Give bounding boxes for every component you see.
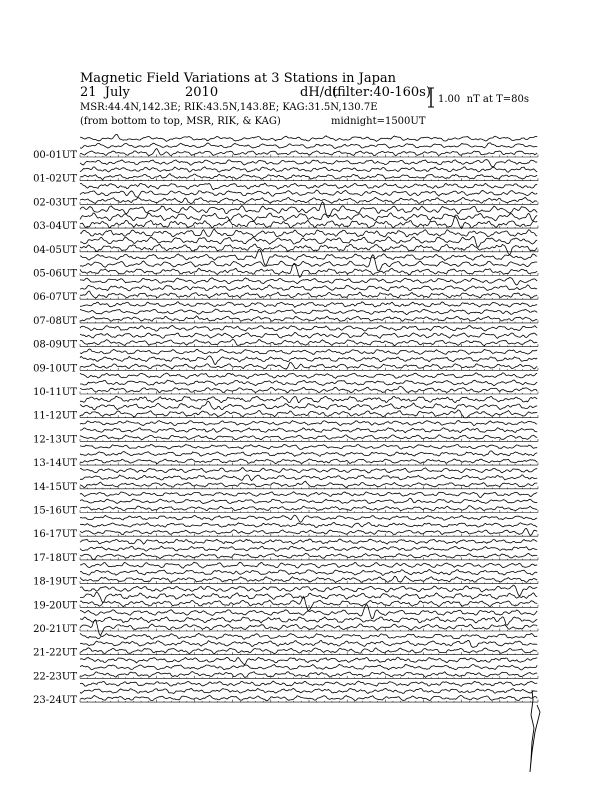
hour-row <box>33 229 538 256</box>
trace-msr <box>80 244 537 255</box>
trace-msr <box>80 149 537 156</box>
trace-kag <box>80 492 537 498</box>
trace-msr <box>80 435 537 440</box>
hour-label: 03-04UT <box>33 221 77 233</box>
trace-kag <box>80 278 537 286</box>
trace-kag <box>80 539 537 544</box>
trace-msr <box>80 386 537 392</box>
hour-row <box>33 160 538 185</box>
hour-label: 16-17UT <box>33 529 77 541</box>
hour-row <box>33 515 538 540</box>
trace-msr <box>80 528 537 535</box>
trace-kag <box>80 681 537 686</box>
trace-kag <box>80 349 537 354</box>
trace-kag <box>80 134 537 141</box>
scale-bar <box>428 88 434 107</box>
trace-msr <box>80 597 537 611</box>
hour-label: 18-19UT <box>33 576 77 588</box>
trace-rik <box>80 190 537 197</box>
hour-label: 07-08UT <box>33 315 77 327</box>
hour-label: 09-10UT <box>33 363 77 375</box>
hour-label: 22-23UT <box>33 671 77 683</box>
trace-rik <box>80 451 537 456</box>
trace-rik <box>80 356 537 365</box>
hour-label: 20-21UT <box>33 624 77 635</box>
trace-rik <box>80 664 537 670</box>
trace-msr <box>80 672 537 678</box>
trace-kag <box>80 444 537 449</box>
hour-label: 05-06UT <box>33 268 77 280</box>
trace-msr <box>80 316 537 321</box>
trace-rik <box>80 380 537 386</box>
hour-row <box>33 444 538 469</box>
trace-msr <box>80 362 537 369</box>
hour-row <box>33 250 538 280</box>
hour-row <box>33 134 538 161</box>
scale-bar-label: 1.00 nT at T=80s <box>438 94 529 105</box>
hour-label: 06-07UT <box>33 292 77 304</box>
trace-kag <box>80 562 537 568</box>
hour-row <box>33 396 538 421</box>
trace-rik <box>80 498 537 504</box>
trace-kag <box>80 633 537 639</box>
trace-msr <box>80 481 537 487</box>
trace-msr <box>80 459 537 464</box>
trace-msr <box>80 340 537 346</box>
hour-row <box>33 605 538 636</box>
trace-kag <box>80 229 537 237</box>
hour-label: 00-01UT <box>33 150 77 161</box>
trace-kag <box>80 515 537 522</box>
hour-row <box>33 492 538 517</box>
trace-kag <box>80 396 537 402</box>
trace-rik <box>80 592 537 603</box>
trace-rik <box>80 401 537 410</box>
trace-rik <box>80 255 537 271</box>
hour-label: 21-22UT <box>33 647 77 659</box>
trace-kag <box>80 373 537 379</box>
hour-row <box>33 657 538 682</box>
trace-rik <box>80 237 537 248</box>
stations-label: MSR:44.4N,142.3E; RIK:43.5N,143.8E; KAG:31.5N,130.7E <box>80 102 378 113</box>
trace-rik <box>80 143 537 149</box>
hour-label: 12-13UT <box>33 434 77 446</box>
trace-kag <box>80 302 537 308</box>
hour-label: 04-05UT <box>33 244 77 256</box>
hour-label: 19-20UT <box>33 600 77 612</box>
hour-row <box>33 539 538 564</box>
trace-kag <box>80 421 537 426</box>
trace-msr <box>80 174 537 180</box>
hour-label: 13-14UT <box>33 458 77 470</box>
hour-row <box>33 302 538 327</box>
trace-rik <box>80 213 537 221</box>
midnight-label: midnight=1500UT <box>331 116 426 127</box>
trace-msr <box>80 197 537 203</box>
trace-rik <box>80 688 537 693</box>
hour-label: 14-15UT <box>33 481 77 493</box>
quantity-label: dH/dt <box>300 85 338 100</box>
hour-row <box>33 468 538 493</box>
hour-label: 08-09UT <box>33 339 77 351</box>
trace-rik <box>80 428 537 433</box>
hour-row <box>33 278 538 304</box>
order-label: (from bottom to top, MSR, RIK, & KAG) <box>80 116 281 127</box>
hour-row <box>33 349 538 374</box>
hour-row <box>33 681 538 706</box>
hour-label: 02-03UT <box>33 197 77 209</box>
hour-row <box>33 421 538 446</box>
trace-rik <box>80 167 537 172</box>
trace-rik <box>80 309 537 315</box>
trace-msr <box>80 576 537 583</box>
trace-kag <box>80 468 537 473</box>
hour-row <box>33 373 538 398</box>
trace-msr <box>80 695 537 700</box>
trace-msr <box>80 648 537 654</box>
hour-label: 15-16UT <box>33 505 77 517</box>
hour-row <box>33 326 538 351</box>
trace-rik <box>80 332 537 338</box>
hour-row <box>33 585 538 611</box>
chart-title: Magnetic Field Variations at 3 Stations in Japan <box>80 71 397 86</box>
trace-rik <box>80 475 537 481</box>
trace-rik <box>80 546 537 551</box>
filter-label: (filter:40-160s) <box>332 85 431 100</box>
trace-rik <box>80 285 537 291</box>
trace-kag <box>80 183 537 189</box>
hour-label: 17-18UT <box>33 552 77 564</box>
date-label: 21 July <box>80 85 130 100</box>
hour-label: 01-02UT <box>33 173 77 185</box>
hour-row <box>33 202 538 232</box>
hour-label: 10-11UT <box>33 387 77 398</box>
trace-rik <box>80 640 537 647</box>
hour-label: 11-12UT <box>33 410 77 422</box>
trace-msr <box>80 506 537 511</box>
trace-kag <box>80 160 537 167</box>
trace-msr <box>80 291 537 298</box>
trace-kag <box>80 657 537 664</box>
trace-kag <box>80 326 537 332</box>
hour-row <box>33 633 538 658</box>
hour-row <box>33 183 538 208</box>
trace-rik <box>80 617 537 625</box>
hour-label: 23-24UT <box>33 695 77 707</box>
year-label: 2010 <box>185 85 219 100</box>
trace-rik <box>80 523 537 528</box>
trace-rik <box>80 570 537 576</box>
hour-row <box>33 562 538 588</box>
